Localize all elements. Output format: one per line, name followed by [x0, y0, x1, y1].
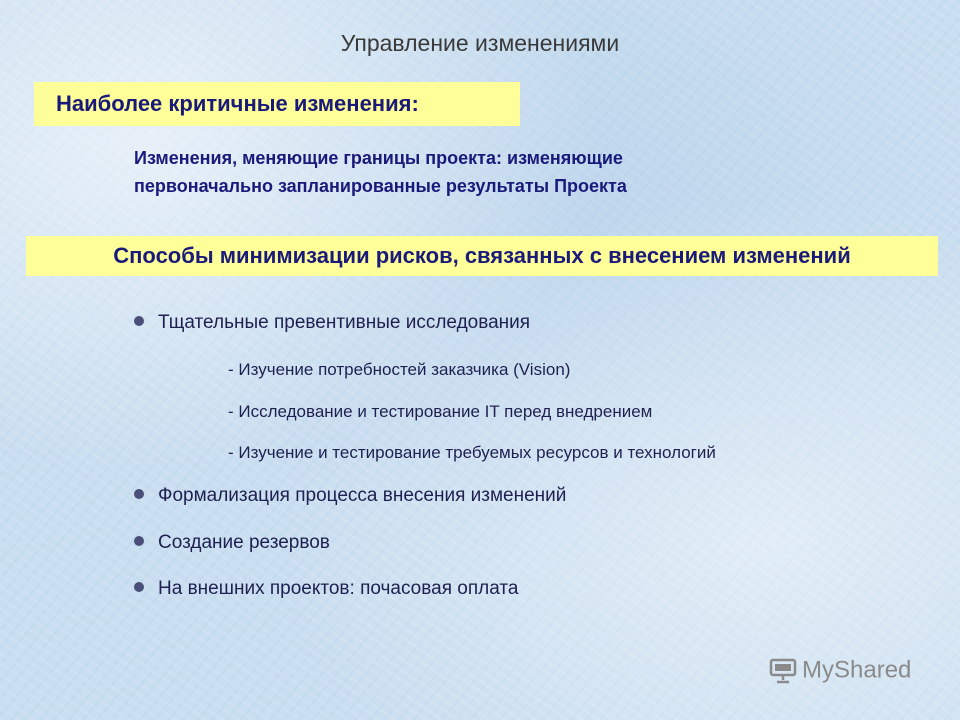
- bullet-text: Создание резервов: [158, 532, 330, 553]
- bullet-item-hourly-pay: [134, 578, 518, 600]
- presentation-logo-icon: [768, 656, 798, 686]
- critical-desc-line-2: первоначально запланированные результаты Проекта: [134, 176, 627, 196]
- critical-changes-heading: Наиболее критичные изменения:: [34, 82, 520, 126]
- bullet-dot-icon: [134, 316, 144, 326]
- bullet-dot-icon: [134, 536, 144, 546]
- bullet-text: На внешних проектов: почасовая оплата: [158, 578, 519, 599]
- slide-title: Управление изменениями: [340, 30, 620, 56]
- sub-item-resources-tech: - Изучение и тестирование требуемых ресурсов и технологий: [228, 443, 716, 462]
- watermark-text: MyShared: [802, 656, 912, 684]
- bullet-text: Формализация процесса внесения изменений: [158, 485, 567, 506]
- bullet-dot-icon: [134, 489, 144, 499]
- bullet-item-formalization: [134, 485, 566, 507]
- critical-changes-description: [134, 144, 874, 200]
- risk-minimization-heading: Способы минимизации рисков, связанных с внесением изменений: [26, 236, 938, 276]
- bullet-text: Тщательные превентивные исследования: [158, 312, 531, 333]
- sub-item-it-testing: - Исследование и тестирование IT перед внедрением: [228, 402, 653, 421]
- myshared-watermark: [768, 656, 911, 686]
- critical-desc-line-1: Изменения, меняющие границы проекта: изменяющие: [134, 148, 623, 168]
- bullet-item-research: [134, 312, 530, 334]
- sub-item-customer-needs: - Изучение потребностей заказчика (Vision): [228, 360, 571, 379]
- bullet-dot-icon: [134, 582, 144, 592]
- bullet-item-reserves: [134, 532, 330, 554]
